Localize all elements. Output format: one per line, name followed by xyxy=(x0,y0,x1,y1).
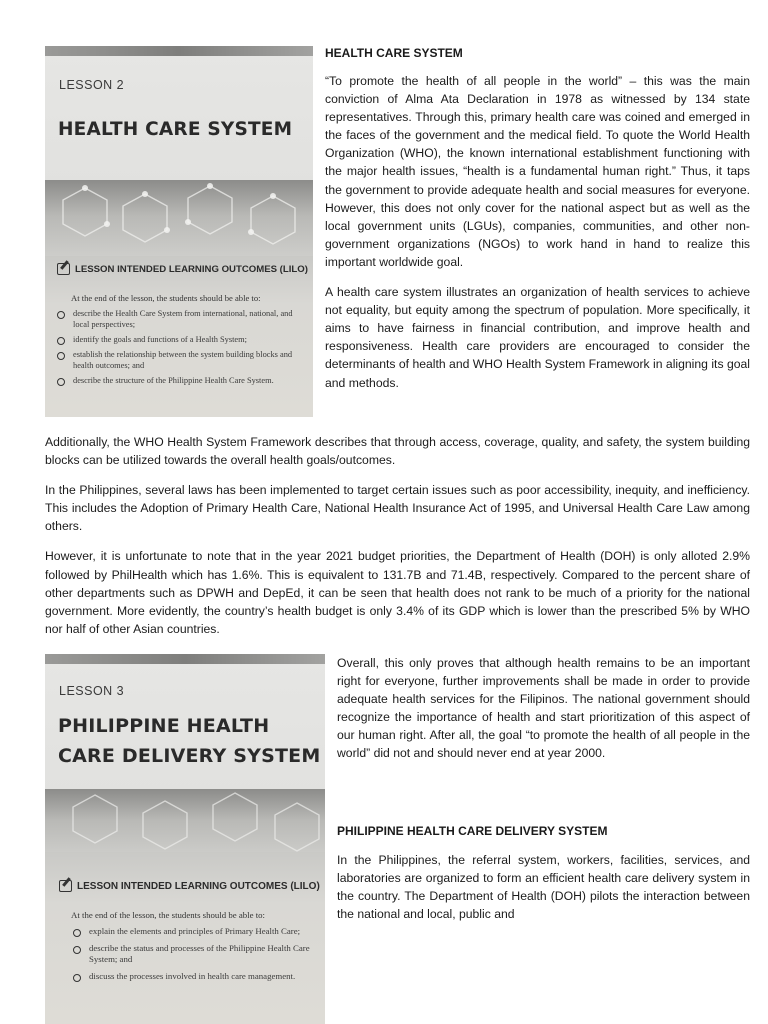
lesson-2-image xyxy=(45,46,313,417)
lilo-list xyxy=(73,926,319,982)
lesson-number: LESSON 3 xyxy=(59,684,125,698)
lilo-item: discuss the processes involved in health care management. xyxy=(73,971,319,983)
lilo-heading xyxy=(57,263,308,275)
paragraph: Additionally, the WHO Health System Framework describes that through access, coverage, quality, and safety, the system building blocks can be utilized towards the overall health goals/outcomes. xyxy=(45,435,750,468)
lilo-heading-text: LESSON INTENDED LEARNING OUTCOMES (LILO) xyxy=(77,880,320,892)
pencil-note-icon xyxy=(59,880,72,892)
lilo-heading xyxy=(59,880,320,892)
full-width-paragraphs xyxy=(45,433,750,638)
hexagon-pattern-graphic xyxy=(45,789,325,859)
section-philippine-health-care-delivery-system xyxy=(337,824,750,923)
paragraph: “To promote the health of all people in the world” – this was the main conviction of Alma Ata Declaration in 1978 as witnessed by 134 state representatives. Through this, primary health care was coined and emerged in the faces of the government and the medical field. To quote the World Health Organization (WHO), the known international establishment functioning with the major health issues, “health is a fundamental human right.” Thus, it taps the government to provide adequate health and social measures for everyone. However, this does not only cover for the national aspect but as well as the local government units (LGUs), companies, communities, and other non-government organizations (NGOs) to work hand in hand to realize this important worldwide goal. xyxy=(325,74,750,269)
lesson-title: HEALTH CARE SYSTEM xyxy=(58,119,293,140)
lilo-heading-text: LESSON INTENDED LEARNING OUTCOMES (LILO) xyxy=(75,263,308,275)
paragraph: In the Philippines, several laws has been implemented to target certain issues such as poor accessibility, inequity, and inefficiency. This includes the Adoption of Primary Health Care, National Health Insurance Act of 1995, and Universal Health Care Law among others. xyxy=(45,483,750,534)
hexagon-pattern-graphic xyxy=(45,180,313,260)
lesson-title-line-2: CARE DELIVERY SYSTEM xyxy=(58,745,321,767)
section-heading: PHILIPPINE HEALTH CARE DELIVERY SYSTEM xyxy=(337,824,608,838)
lilo-item: explain the elements and principles of Primary Health Care; xyxy=(73,926,319,938)
lilo-intro: At the end of the lesson, the students should be able to: xyxy=(71,293,261,303)
paragraph: Overall, this only proves that although health remains to be an important right for everyone, further improvements shall be made in order to provide adequate health services for the Filipinos. The national government should recognize the importance of health and start prioritization of this aspect of our human right. After all, the goal “to promote the health of all people in the world” did not and should never end at year 2000. xyxy=(337,656,750,761)
lesson-title-line-1: PHILIPPINE HEALTH xyxy=(58,715,270,737)
lesson-number: LESSON 2 xyxy=(59,78,125,92)
hexagon-graphic xyxy=(45,180,313,260)
paragraph: In the Philippines, the referral system, workers, facilities, services, and laboratories are organized to form an efficient health care delivery system in the country. The Department of Health (DOH) pilots the interaction between the national and local, public and xyxy=(337,853,750,922)
pencil-note-icon xyxy=(57,263,70,275)
lesson-card-top-bar xyxy=(45,654,325,664)
lilo-item: establish the relationship between the system building blocks and health outcomes; and xyxy=(57,349,309,371)
lilo-item: describe the Health Care System from international, national, and local perspectives; xyxy=(57,308,309,330)
lesson-card-top-bar xyxy=(45,46,313,56)
paragraph: A health care system illustrates an organization of health services to achieve not equality, but equity among the spectrum of population. More specifically, it aims to have fairness in financial contribution, and improve health and responsiveness. Health care providers are encouraged to consider the determinants of health and WHO Health System Framework in aligning its goal and methods. xyxy=(325,285,750,390)
hexagon-graphic xyxy=(45,789,325,859)
lilo-item: describe the structure of the Philippine Health Care System. xyxy=(57,375,309,386)
lesson-3-image xyxy=(45,654,325,1024)
lilo-section xyxy=(45,256,313,417)
lilo-intro: At the end of the lesson, the students should be able to: xyxy=(71,910,265,920)
lilo-list xyxy=(57,308,309,386)
closing-paragraph-block xyxy=(337,654,750,763)
paragraph: However, it is unfortunate to note that in the year 2021 budget priorities, the Department of Health (DOH) is only alloted 2.9% followed by PhilHealth which has 1.6%. This is equivalent to 131.7B and 71.4B, respectively. Compared to the percent share of other departments such as DPWH and DepEd, it can be seen that health does not rank to be much of a priority for the national government. More evidently, the country’s health budget is only 3.4% of its GDP which is lower than the prescribed 5% by WHO nor half of other Asian countries. xyxy=(45,549,750,636)
lilo-section xyxy=(45,852,325,1024)
section-health-care-system xyxy=(325,46,750,392)
lilo-item: describe the status and processes of the Philippine Health Care System; and xyxy=(73,943,319,966)
section-heading: HEALTH CARE SYSTEM xyxy=(325,46,463,60)
lilo-item: identify the goals and functions of a Health System; xyxy=(57,334,309,345)
